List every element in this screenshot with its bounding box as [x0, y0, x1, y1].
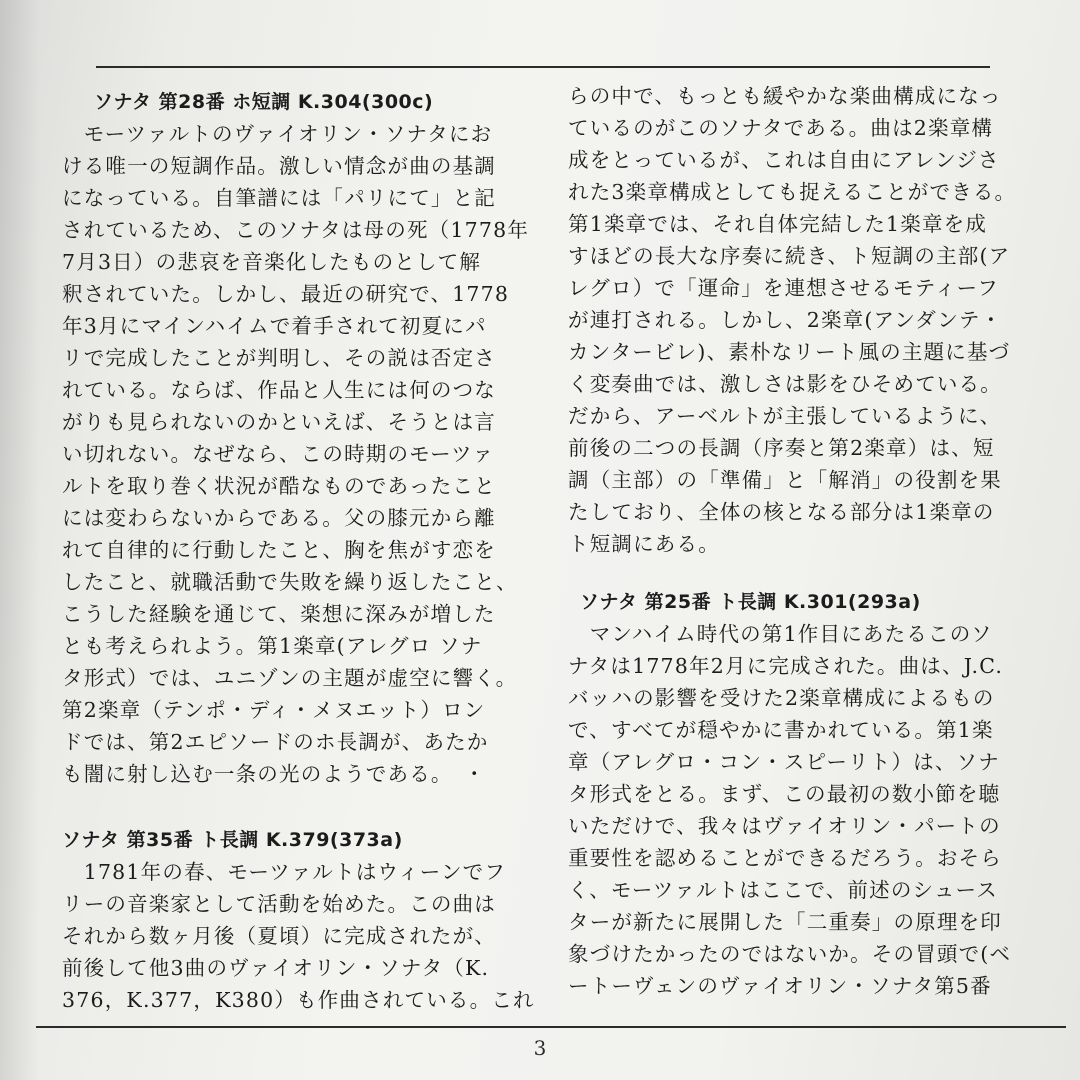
text-line: カンタービレ)、素朴なリート風の主題に基づ	[568, 340, 1011, 364]
text-line: 前後の二つの長調（序奏と第2楽章）は、短	[568, 436, 995, 460]
section-heading-k304: ソナタ 第28番 ホ短調 K.304(300c)	[94, 91, 434, 113]
text-line: ける唯一の短調作品。激しい情念が曲の基調	[62, 154, 496, 178]
text-line: い切れない。なぜなら、この時期のモーツァ	[62, 442, 495, 466]
text-line: く、モーツァルトはここで、前述のシュース	[568, 878, 998, 902]
text-line: すほどの長大な序奏に続き、ト短調の主部(ア	[568, 244, 1011, 268]
text-line: タ形式）では、ユニゾンの主題が虚空に響く。	[62, 666, 518, 690]
text-line: マンハイム時代の第1作目にあたるこのソ	[568, 622, 993, 646]
top-rule	[96, 66, 990, 68]
section-body-k301	[568, 618, 1048, 1002]
text-line: ターが新たに展開した「二重奏」の原理を印	[568, 910, 1002, 934]
text-line: それから数ヶ月後（夏頃）に完成されたが、	[62, 924, 496, 948]
text-line: く変奏曲では、激しさは影をひそめている。	[568, 372, 1002, 396]
right-column	[568, 80, 1048, 1002]
text-line: 釈されていた。しかし、最近の研究で、1778	[62, 282, 510, 306]
section-heading-k301: ソナタ 第25番 ト長調 K.301(293a)	[580, 591, 921, 613]
text-line: ナタは1778年2月に完成された。曲は、J.C.	[568, 654, 1004, 678]
text-line: たしており、全体の核となる部分は1楽章の	[568, 500, 995, 524]
text-line: 年3月にマインハイムで着手されて初夏にパ	[62, 314, 487, 338]
text-line: れている。ならば、作品と人生には何のつな	[62, 378, 496, 402]
text-line: で、すべてが穏やかに書かれている。第1楽	[568, 718, 994, 742]
text-line: 第2楽章（テンポ・ディ・メヌエット）ロン	[62, 698, 486, 722]
text-line: 7月3日）の悲哀を音楽化したものとして解	[62, 250, 482, 274]
text-line: ているのがこのソナタである。曲は2楽章構	[568, 116, 994, 140]
text-line: したこと、就職活動で失敗を繰り返したこと、	[62, 570, 518, 594]
text-line: ートーヴェンのヴァイオリン・ソナタ第5番	[568, 974, 992, 998]
text-line: ルトを取り巻く状況が酷なものであったこと	[62, 474, 496, 498]
text-line: ト短調にある。	[568, 532, 720, 556]
text-line: されているため、このソナタは母の死（1778年	[62, 218, 530, 242]
text-line: 章（アレグロ・コン・スピーリト）は、ソナ	[568, 750, 1000, 774]
page-number: 3	[533, 1036, 547, 1060]
bottom-rule	[36, 1026, 1066, 1028]
section-body-k379	[62, 856, 542, 1016]
text-line: 象づけたかったのではないか。その冒頭で(ベ	[568, 942, 1012, 966]
text-line: には変わらないからである。父の膝元から離	[62, 506, 496, 530]
text-line: モーツァルトのヴァイオリン・ソナタにお	[62, 122, 493, 146]
text-line: 第1楽章では、それ自体完結した1楽章を成	[568, 212, 988, 236]
left-column	[62, 86, 542, 1016]
text-line: 重要性を認めることができるだろう。おそら	[568, 846, 1002, 870]
text-line: だから、アーベルトが主張しているように、	[568, 404, 1002, 428]
text-line: リで完成したことが判明し、その説は否定さ	[62, 346, 496, 370]
text-line: ドでは、第2エピソードのホ長調が、あたか	[62, 730, 489, 754]
text-line: リーの音楽家として活動を始めた。この曲は	[62, 892, 496, 916]
text-line: がりも見られないのかといえば、そうとは言	[62, 410, 496, 434]
text-line: れた3楽章構成としても捉えることができる。	[568, 180, 1017, 204]
text-line: レグロ）で「運命」を連想させるモティーフ	[568, 276, 999, 300]
section-body-k304	[62, 118, 542, 790]
continuation-body-k379	[568, 80, 1048, 560]
text-line: こうした経験を通じて、楽想に深みが増した	[62, 602, 496, 626]
text-line: 1781年の春、モーツァルトはウィーンでフ	[62, 860, 507, 884]
text-line: も闇に射し込む一条の光のようである。 ・	[62, 762, 486, 786]
text-line: とも考えられよう。第1楽章(アレグロ ソナ	[62, 634, 483, 658]
text-line: が連打される。しかし、2楽章(アンダンテ・	[568, 308, 1003, 332]
text-line: になっている。自筆譜には「パリにて」と記	[62, 186, 496, 210]
text-line: れて自律的に行動したこと、胸を焦がす恋を	[62, 538, 496, 562]
text-line: らの中で、もっとも緩やかな楽曲構成になっ	[568, 84, 1002, 108]
page-shadow	[0, 0, 40, 1080]
text-line: 調（主部）の「準備」と「解消」の役割を果	[568, 468, 1002, 492]
text-line: バッハの影響を受けた2楽章構成によるもの	[568, 686, 995, 710]
text-line: 376，K.377，K380）も作曲されている。これ	[62, 988, 535, 1012]
text-line: 成をとっているが、これは自由にアレンジさ	[568, 148, 1000, 172]
text-line: 前後して他3曲のヴァイオリン・ソナタ（K.	[62, 956, 490, 980]
text-line: いただけで、我々はヴァイオリン・パートの	[568, 814, 1001, 838]
section-heading-k379: ソナタ 第35番 ト長調 K.379(373a)	[62, 829, 403, 851]
text-line: タ形式をとる。まず、この最初の数小節を聴	[568, 782, 1001, 806]
